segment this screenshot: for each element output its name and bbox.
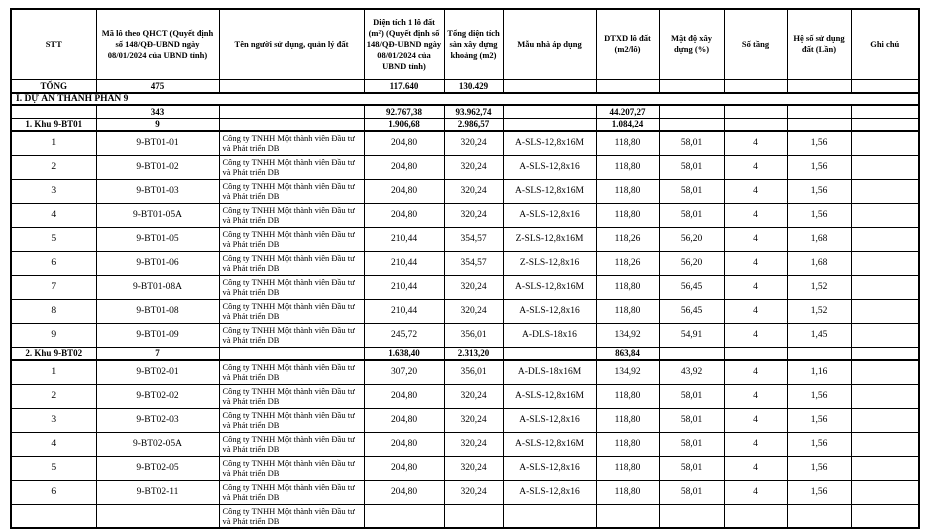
cell-density: 56,45 <box>659 299 724 323</box>
cell-land-use-ratio <box>787 504 851 528</box>
cell-density: 58,01 <box>659 155 724 179</box>
cell-lot-code: 7 <box>96 347 219 360</box>
cell-density: 58,01 <box>659 131 724 155</box>
cell-stt: 4 <box>11 203 96 227</box>
cell-house-model: A-SLS-12,8x16 <box>503 203 596 227</box>
cell-house-model <box>503 118 596 131</box>
cell-lot-area: 210,44 <box>364 299 444 323</box>
cell-land-user <box>219 347 364 360</box>
cell-floors: 4 <box>724 131 787 155</box>
table-row <box>11 432 919 456</box>
cell-house-model <box>503 105 596 118</box>
cell-floors: 4 <box>724 480 787 504</box>
cell-notes <box>851 347 919 360</box>
cell-dtxd: 118,80 <box>596 179 659 203</box>
cell-density <box>659 79 724 93</box>
table-row <box>11 504 919 528</box>
cell-notes <box>851 408 919 432</box>
cell-floor-area: 320,24 <box>444 408 503 432</box>
table-row <box>11 456 919 480</box>
cell-land-use-ratio: 1,52 <box>787 275 851 299</box>
cell-floors: 4 <box>724 275 787 299</box>
cell-density: 58,01 <box>659 480 724 504</box>
cell-density <box>659 347 724 360</box>
cell-stt: 3 <box>11 408 96 432</box>
cell-land-user: Công ty TNHH Một thành viên Đầu tư và Phát triển DB <box>219 408 364 432</box>
land-lot-table <box>10 8 920 529</box>
column-header-dtxd: DTXD lô đất (m2/lô) <box>596 9 659 79</box>
cell-lot-code: 9-BT01-06 <box>96 251 219 275</box>
cell-floors: 4 <box>724 408 787 432</box>
cell-stt: 6 <box>11 480 96 504</box>
cell-floor-area: 356,01 <box>444 323 503 347</box>
cell-house-model: A-SLS-12,8x16M <box>503 384 596 408</box>
cell-floor-area: 320,24 <box>444 299 503 323</box>
column-header-stt: STT <box>11 9 96 79</box>
cell-lot-code: 9-BT01-09 <box>96 323 219 347</box>
cell-lot-code: 343 <box>96 105 219 118</box>
cell-stt <box>11 504 96 528</box>
cell-stt: 6 <box>11 251 96 275</box>
cell-land-use-ratio: 1,56 <box>787 480 851 504</box>
cell-lot-area: 245,72 <box>364 323 444 347</box>
cell-dtxd <box>596 79 659 93</box>
cell-stt: TỔNG <box>11 79 96 93</box>
column-header-land-use-ratio: Hệ số sử dụng đất (Lần) <box>787 9 851 79</box>
cell-density: 56,20 <box>659 227 724 251</box>
cell-land-user <box>219 105 364 118</box>
cell-lot-code: 9-BT02-11 <box>96 480 219 504</box>
cell-lot-code: 9-BT01-08 <box>96 299 219 323</box>
table-header <box>11 9 919 79</box>
cell-notes <box>851 360 919 384</box>
cell-lot-code: 9-BT01-05 <box>96 227 219 251</box>
cell-house-model: A-SLS-12,8x16 <box>503 480 596 504</box>
cell-dtxd: 863,84 <box>596 347 659 360</box>
cell-dtxd: 118,80 <box>596 384 659 408</box>
cell-house-model: A-SLS-12,8x16 <box>503 408 596 432</box>
cell-density <box>659 118 724 131</box>
cell-land-use-ratio: 1,68 <box>787 227 851 251</box>
cell-house-model: A-SLS-12,8x16M <box>503 179 596 203</box>
cell-lot-area: 204,80 <box>364 131 444 155</box>
cell-house-model: Z-SLS-12,8x16M <box>503 227 596 251</box>
cell-house-model: A-DLS-18x16 <box>503 323 596 347</box>
cell-dtxd: 134,92 <box>596 360 659 384</box>
cell-density: 58,01 <box>659 408 724 432</box>
cell-floor-area: 320,24 <box>444 432 503 456</box>
cell-house-model <box>503 347 596 360</box>
cell-stt: 4 <box>11 432 96 456</box>
cell-floors: 4 <box>724 227 787 251</box>
cell-land-user: Công ty TNHH Một thành viên Đầu tư và Phát triển DB <box>219 155 364 179</box>
cell-land-user: Công ty TNHH Một thành viên Đầu tư và Phát triển DB <box>219 251 364 275</box>
cell-land-user: Công ty TNHH Một thành viên Đầu tư và Phát triển DB <box>219 384 364 408</box>
total-row <box>11 79 919 93</box>
cell-lot-code: 9-BT02-05A <box>96 432 219 456</box>
cell-notes <box>851 323 919 347</box>
cell-floor-area: 320,24 <box>444 275 503 299</box>
cell-land-user: Công ty TNHH Một thành viên Đầu tư và Phát triển DB <box>219 179 364 203</box>
cell-house-model: A-DLS-18x16M <box>503 360 596 384</box>
section-row <box>11 93 919 105</box>
cell-notes <box>851 203 919 227</box>
cell-house-model: A-SLS-12,8x16 <box>503 456 596 480</box>
table-row <box>11 323 919 347</box>
column-header-floor-area: Tổng diện tích sàn xây dựng khoảng (m2) <box>444 9 503 79</box>
cell-lot-area: 92.767,38 <box>364 105 444 118</box>
cell-floor-area: 320,24 <box>444 480 503 504</box>
cell-stt: 9 <box>11 323 96 347</box>
cell-notes <box>851 432 919 456</box>
cell-floors: 4 <box>724 360 787 384</box>
cell-lot-area: 307,20 <box>364 360 444 384</box>
cell-land-use-ratio: 1,56 <box>787 432 851 456</box>
cell-notes <box>851 480 919 504</box>
table-row <box>11 131 919 155</box>
cell-stt: 5 <box>11 227 96 251</box>
cell-density: 58,01 <box>659 179 724 203</box>
group-row <box>11 118 919 131</box>
cell-stt <box>11 105 96 118</box>
cell-floor-area: 354,57 <box>444 227 503 251</box>
cell-notes <box>851 155 919 179</box>
cell-floor-area: 320,24 <box>444 384 503 408</box>
table-body <box>11 79 919 528</box>
cell-stt: 1 <box>11 360 96 384</box>
cell-land-user: Công ty TNHH Một thành viên Đầu tư và Phát triển DB <box>219 203 364 227</box>
column-header-land-user: Tên người sử dụng, quản lý đất <box>219 9 364 79</box>
cell-stt: 5 <box>11 456 96 480</box>
cell-density: 58,01 <box>659 203 724 227</box>
cell-land-user <box>219 118 364 131</box>
cell-notes <box>851 105 919 118</box>
cell-stt: 1. Khu 9-BT01 <box>11 118 96 131</box>
cell-notes <box>851 227 919 251</box>
cell-floors <box>724 504 787 528</box>
cell-lot-code: 475 <box>96 79 219 93</box>
cell-dtxd: 134,92 <box>596 323 659 347</box>
cell-floors: 4 <box>724 203 787 227</box>
cell-land-use-ratio: 1,56 <box>787 384 851 408</box>
cell-lot-area: 204,80 <box>364 480 444 504</box>
section-row-label: I. DỰ ÁN THÀNH PHẦN 9 <box>11 93 919 105</box>
cell-land-user: Công ty TNHH Một thành viên Đầu tư và Phát triển DB <box>219 432 364 456</box>
cell-lot-area: 204,80 <box>364 384 444 408</box>
cell-lot-code: 9-BT01-05A <box>96 203 219 227</box>
cell-notes <box>851 504 919 528</box>
cell-dtxd: 118,80 <box>596 131 659 155</box>
cell-floors <box>724 347 787 360</box>
cell-density <box>659 105 724 118</box>
cell-land-use-ratio: 1,56 <box>787 155 851 179</box>
cell-lot-code: 9-BT02-03 <box>96 408 219 432</box>
table-row <box>11 408 919 432</box>
cell-house-model: A-SLS-12,8x16 <box>503 299 596 323</box>
cell-lot-area <box>364 504 444 528</box>
cell-density: 54,91 <box>659 323 724 347</box>
cell-lot-area: 1.638,40 <box>364 347 444 360</box>
cell-land-user: Công ty TNHH Một thành viên Đầu tư và Phát triển DB <box>219 456 364 480</box>
cell-land-user: Công ty TNHH Một thành viên Đầu tư và Phát triển DB <box>219 480 364 504</box>
cell-lot-code: 9-BT01-02 <box>96 155 219 179</box>
cell-dtxd: 1.084,24 <box>596 118 659 131</box>
header-row <box>11 9 919 79</box>
cell-lot-code: 9-BT01-08A <box>96 275 219 299</box>
cell-lot-code <box>96 504 219 528</box>
cell-land-use-ratio: 1,56 <box>787 131 851 155</box>
table-row <box>11 203 919 227</box>
column-header-floors: Số tầng <box>724 9 787 79</box>
table-row <box>11 299 919 323</box>
cell-dtxd: 118,80 <box>596 299 659 323</box>
cell-density: 58,01 <box>659 456 724 480</box>
table-row <box>11 155 919 179</box>
table-row <box>11 360 919 384</box>
cell-lot-area: 210,44 <box>364 227 444 251</box>
cell-lot-code: 9-BT01-01 <box>96 131 219 155</box>
column-header-lot-code: Mã lô theo QHCT (Quyết định số 148/QĐ-UBND ngày 08/01/2024 của UBND tỉnh) <box>96 9 219 79</box>
cell-land-user: Công ty TNHH Một thành viên Đầu tư và Phát triển DB <box>219 299 364 323</box>
table-row <box>11 227 919 251</box>
cell-floor-area: 354,57 <box>444 251 503 275</box>
cell-floor-area: 320,24 <box>444 456 503 480</box>
table-row <box>11 179 919 203</box>
document-page <box>10 8 918 529</box>
cell-floors <box>724 79 787 93</box>
cell-notes <box>851 275 919 299</box>
cell-notes <box>851 179 919 203</box>
cell-house-model: A-SLS-12,8x16M <box>503 432 596 456</box>
cell-dtxd: 118,80 <box>596 480 659 504</box>
cell-stt: 2. Khu 9-BT02 <box>11 347 96 360</box>
cell-floors: 4 <box>724 456 787 480</box>
cell-house-model: A-SLS-12,8x16M <box>503 275 596 299</box>
cell-dtxd: 118,26 <box>596 251 659 275</box>
cell-floors: 4 <box>724 251 787 275</box>
cell-density: 56,20 <box>659 251 724 275</box>
cell-land-user <box>219 79 364 93</box>
cell-dtxd: 118,80 <box>596 456 659 480</box>
cell-floor-area: 2.313,20 <box>444 347 503 360</box>
cell-dtxd: 118,80 <box>596 408 659 432</box>
cell-land-user: Công ty TNHH Một thành viên Đầu tư và Phát triển DB <box>219 131 364 155</box>
cell-land-use-ratio: 1,68 <box>787 251 851 275</box>
cell-floors: 4 <box>724 179 787 203</box>
cell-stt: 3 <box>11 179 96 203</box>
cell-house-model: Z-SLS-12,8x16 <box>503 251 596 275</box>
table-row <box>11 480 919 504</box>
cell-land-use-ratio <box>787 118 851 131</box>
cell-dtxd: 118,26 <box>596 227 659 251</box>
cell-dtxd: 118,80 <box>596 203 659 227</box>
cell-lot-area: 210,44 <box>364 275 444 299</box>
column-header-house-model: Mẫu nhà áp dụng <box>503 9 596 79</box>
cell-floors: 4 <box>724 299 787 323</box>
cell-house-model <box>503 504 596 528</box>
cell-floors: 4 <box>724 323 787 347</box>
column-header-lot-area: Diện tích 1 lô đất (m²) (Quyết định số 148/QĐ-UBND ngày 08/01/2024 của UBND tỉnh) <box>364 9 444 79</box>
cell-density: 43,92 <box>659 360 724 384</box>
cell-land-use-ratio: 1,56 <box>787 179 851 203</box>
cell-floors <box>724 105 787 118</box>
cell-notes <box>851 251 919 275</box>
cell-stt: 1 <box>11 131 96 155</box>
column-header-notes: Ghi chú <box>851 9 919 79</box>
cell-floor-area <box>444 504 503 528</box>
cell-lot-area: 117.640 <box>364 79 444 93</box>
cell-notes <box>851 131 919 155</box>
table-row <box>11 384 919 408</box>
cell-density <box>659 504 724 528</box>
cell-house-model: A-SLS-12,8x16 <box>503 155 596 179</box>
cell-notes <box>851 299 919 323</box>
cell-lot-code: 9-BT01-03 <box>96 179 219 203</box>
cell-land-use-ratio: 1,56 <box>787 408 851 432</box>
cell-floor-area: 320,24 <box>444 179 503 203</box>
cell-lot-area: 204,80 <box>364 408 444 432</box>
cell-floor-area: 356,01 <box>444 360 503 384</box>
cell-floor-area: 320,24 <box>444 203 503 227</box>
cell-lot-area: 204,80 <box>364 203 444 227</box>
table-row <box>11 275 919 299</box>
cell-land-use-ratio <box>787 79 851 93</box>
cell-floor-area: 130.429 <box>444 79 503 93</box>
cell-lot-area: 204,80 <box>364 456 444 480</box>
cell-land-use-ratio: 1,56 <box>787 203 851 227</box>
group-row <box>11 347 919 360</box>
cell-lot-code: 9-BT02-02 <box>96 384 219 408</box>
cell-dtxd <box>596 504 659 528</box>
cell-density: 58,01 <box>659 384 724 408</box>
cell-stt: 2 <box>11 384 96 408</box>
cell-lot-code: 9 <box>96 118 219 131</box>
cell-lot-area: 204,80 <box>364 179 444 203</box>
cell-land-use-ratio: 1,16 <box>787 360 851 384</box>
cell-dtxd: 118,80 <box>596 275 659 299</box>
cell-lot-code: 9-BT02-05 <box>96 456 219 480</box>
cell-floor-area: 320,24 <box>444 155 503 179</box>
cell-floors: 4 <box>724 384 787 408</box>
cell-land-user: Công ty TNHH Một thành viên Đầu tư và Phát triển DB <box>219 360 364 384</box>
cell-land-user: Công ty TNHH Một thành viên Đầu tư và Phát triển DB <box>219 504 364 528</box>
cell-floor-area: 2.986,57 <box>444 118 503 131</box>
cell-lot-code: 9-BT02-01 <box>96 360 219 384</box>
cell-notes <box>851 456 919 480</box>
cell-land-use-ratio: 1,45 <box>787 323 851 347</box>
table-row <box>11 251 919 275</box>
cell-notes <box>851 118 919 131</box>
cell-house-model <box>503 79 596 93</box>
cell-land-user: Công ty TNHH Một thành viên Đầu tư và Phát triển DB <box>219 323 364 347</box>
cell-dtxd: 118,80 <box>596 432 659 456</box>
cell-stt: 7 <box>11 275 96 299</box>
cell-density: 56,45 <box>659 275 724 299</box>
cell-land-use-ratio <box>787 347 851 360</box>
cell-floors: 4 <box>724 155 787 179</box>
cell-land-use-ratio: 1,52 <box>787 299 851 323</box>
cell-floor-area: 320,24 <box>444 131 503 155</box>
cell-dtxd: 118,80 <box>596 155 659 179</box>
cell-stt: 2 <box>11 155 96 179</box>
cell-land-use-ratio <box>787 105 851 118</box>
summary-row <box>11 105 919 118</box>
cell-floor-area: 93.962,74 <box>444 105 503 118</box>
cell-land-user: Công ty TNHH Một thành viên Đầu tư và Phát triển DB <box>219 275 364 299</box>
cell-lot-area: 1.906,68 <box>364 118 444 131</box>
cell-lot-area: 210,44 <box>364 251 444 275</box>
cell-density: 58,01 <box>659 432 724 456</box>
cell-dtxd: 44.207,27 <box>596 105 659 118</box>
column-header-density: Mật độ xây dựng (%) <box>659 9 724 79</box>
cell-lot-area: 204,80 <box>364 432 444 456</box>
cell-floors: 4 <box>724 432 787 456</box>
cell-land-user: Công ty TNHH Một thành viên Đầu tư và Phát triển DB <box>219 227 364 251</box>
cell-stt: 8 <box>11 299 96 323</box>
cell-lot-area: 204,80 <box>364 155 444 179</box>
cell-notes <box>851 384 919 408</box>
cell-notes <box>851 79 919 93</box>
cell-floors <box>724 118 787 131</box>
cell-land-use-ratio: 1,56 <box>787 456 851 480</box>
cell-house-model: A-SLS-12,8x16M <box>503 131 596 155</box>
